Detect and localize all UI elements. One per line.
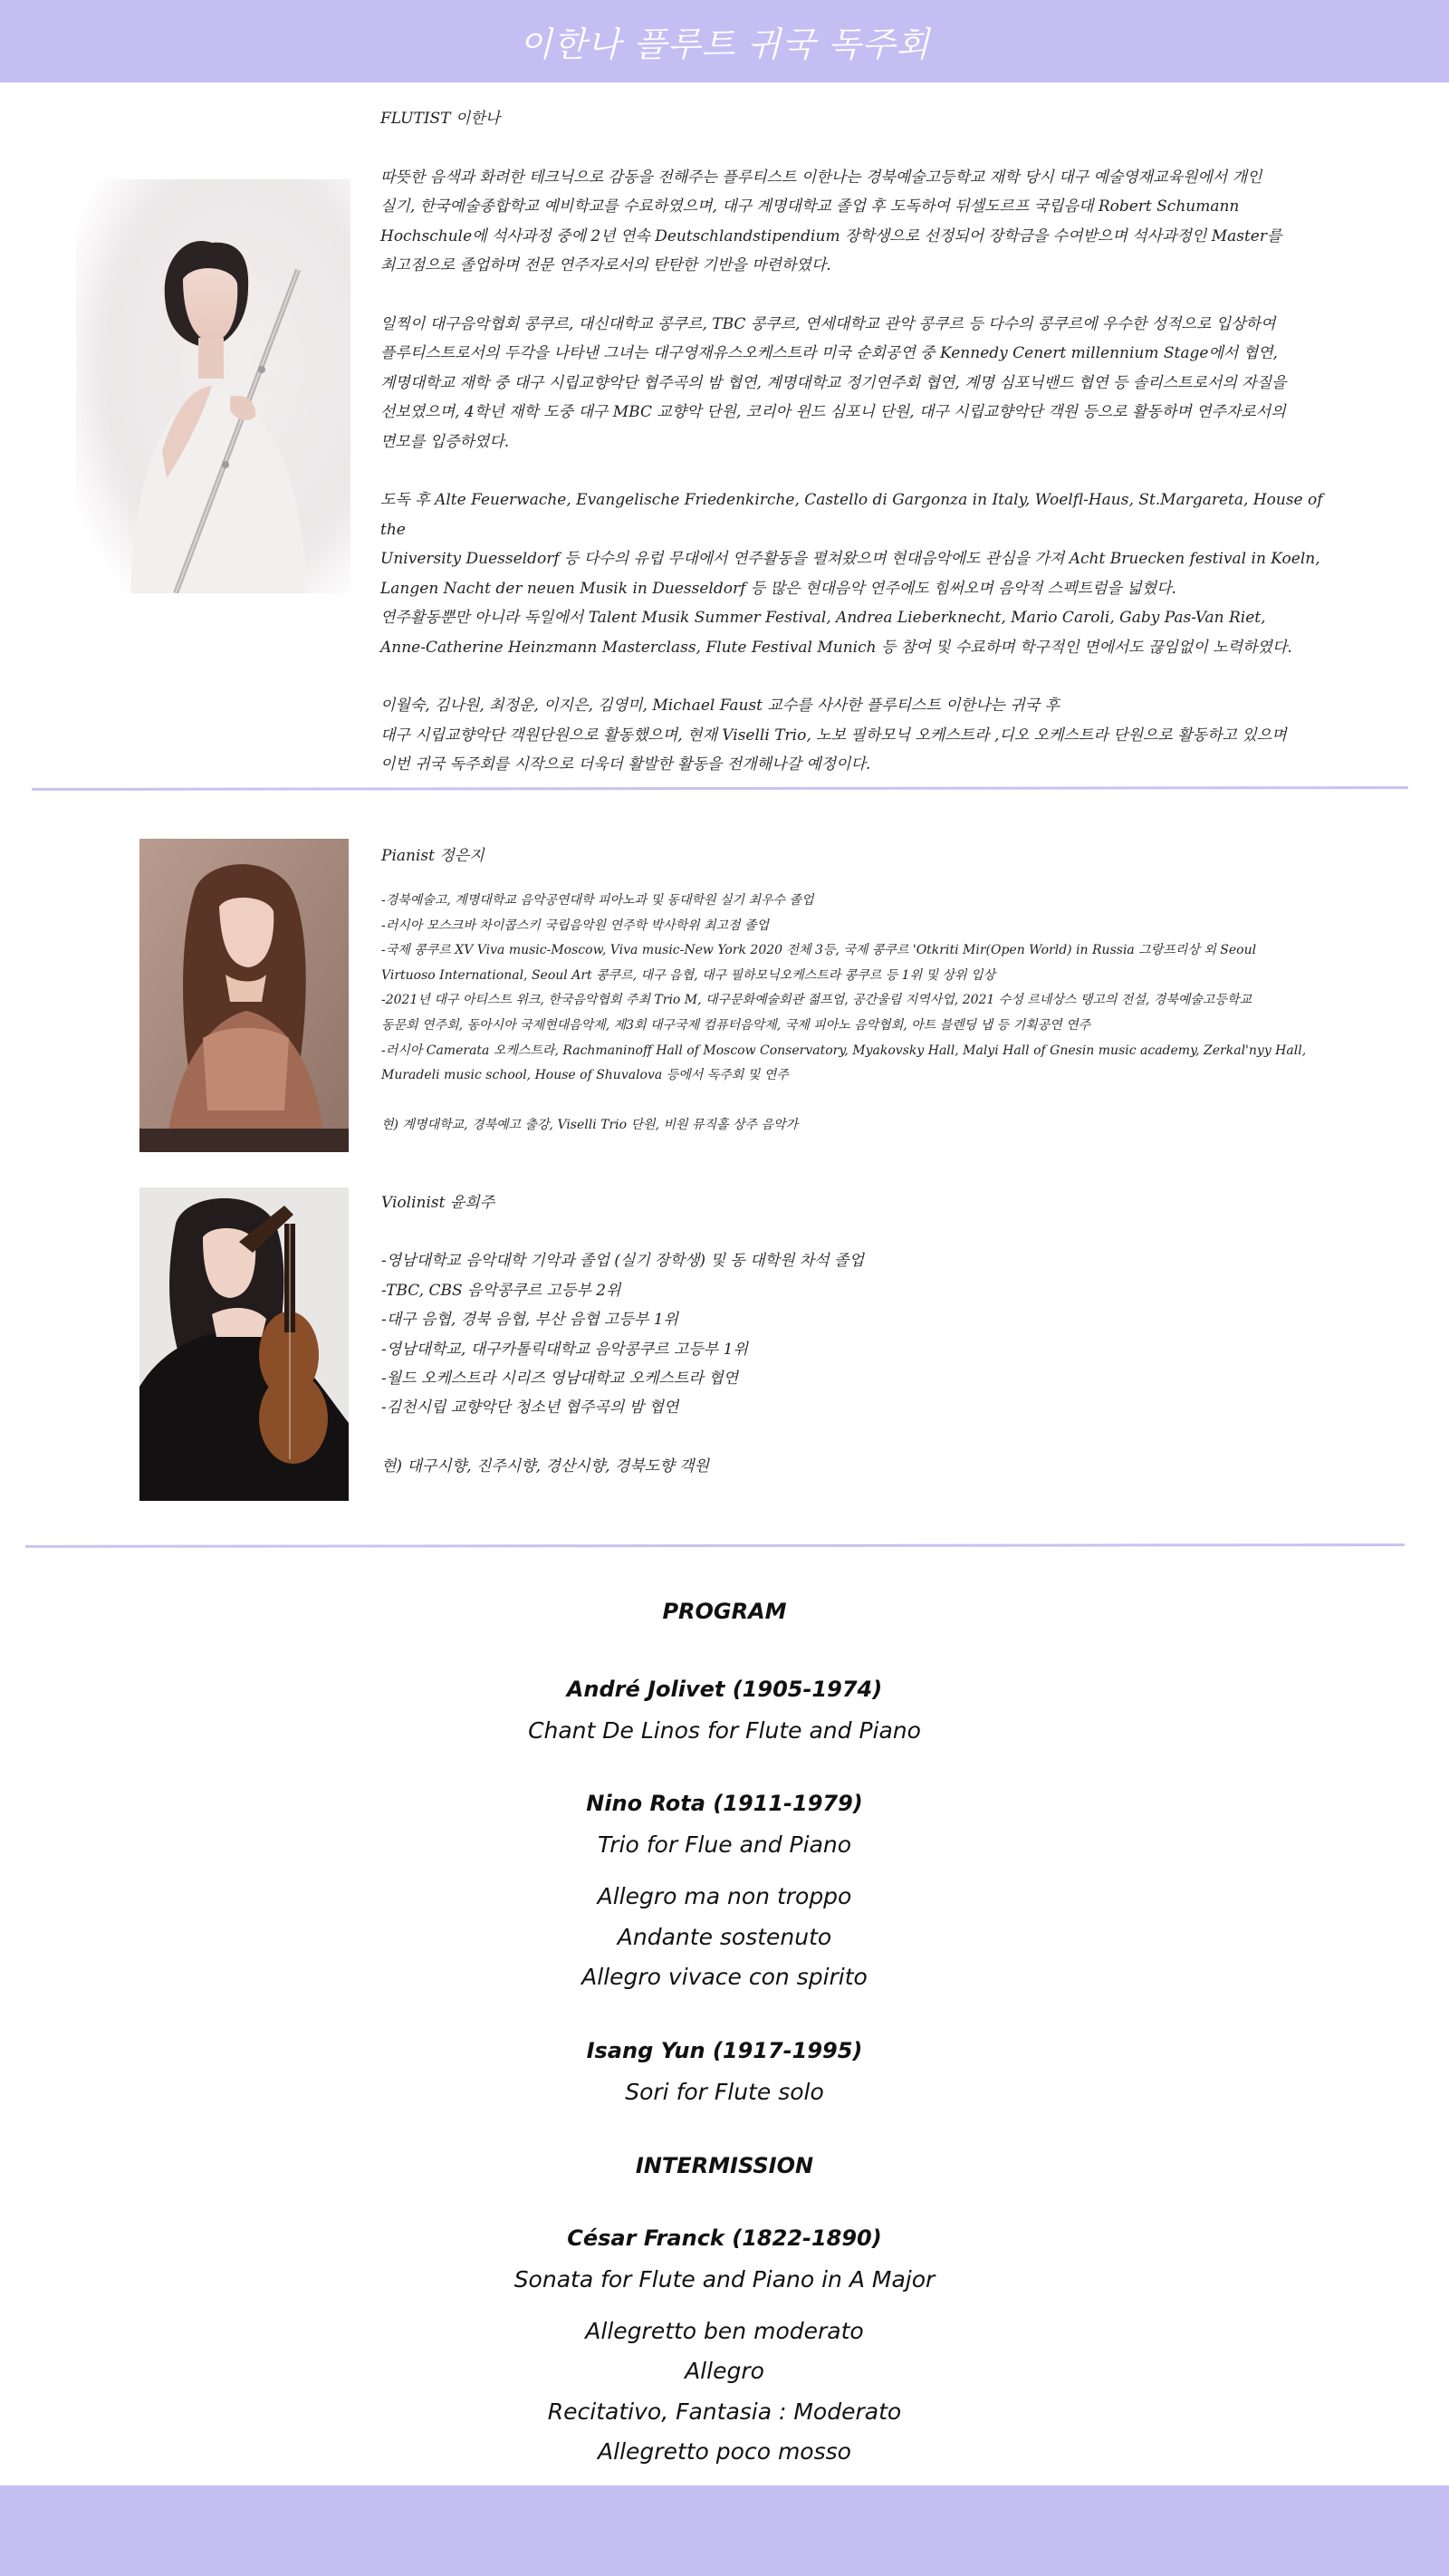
- bio-line: -러시아 모스크바 차이콥스키 국립음악원 연주학 박사학위 최고점 졸업: [381, 918, 770, 933]
- bio-line: -대구 음협, 경북 음협, 부산 음협 고등부 1위: [381, 1311, 678, 1330]
- bio-line: 플루티스트로서의 두각을 나타낸 그녀는 대구영재유스오케스트라 미국 순회공연 중 Kennedy Cenert millennium Stage에서 협연,: [380, 344, 1278, 362]
- bio-line: -경북예술고, 계명대학교 음악공연대학 피아노과 및 동대학원 실기 최우수 졸업: [381, 893, 814, 908]
- bio-line: 실기, 한국예술종합학교 예비학교를 수료하였으며, 대구 계명대학교 졸업 후 도독하여 뒤셀도르프 국립음대 Robert Schumann: [380, 197, 1240, 216]
- bio-line: Muradeli music school, House of Shuvalova 등에서 독주회 및 연주: [381, 1068, 789, 1083]
- bio-line: -월드 오케스트라 시리즈 영남대학교 오케스트라 협연: [381, 1370, 739, 1389]
- bio-line: 대구 시립교향악단 객원단원으로 활동했으며, 현재 Viselli Trio, 노보 필하모닉 오케스트라 ,디오 오케스트라 단원으로 활동하고 있으며: [380, 726, 1287, 745]
- bio-line: 최고점으로 졸업하며 전문 연주자로서의 탄탄한 기반을 마련하였다.: [380, 256, 831, 274]
- movement: Recitativo, Fantasia : Moderato: [547, 2398, 902, 2425]
- bio-line: 동문회 연주회, 동아시아 국제현대음악제, 제3회 대구국제 컴퓨터음악제, 국제 피아노 음악협회, 아트 블렌딩 냅 등 기획공연 연주: [381, 1017, 1091, 1033]
- flutist-paragraph: [380, 485, 1340, 662]
- work-title: Trio for Flue and Piano: [597, 1831, 852, 1858]
- bio-line: -러시아 Camerata 오케스트라, Rachmaninoff Hall of Moscow Conservatory, Myakovsky Hall, Malyi Hall of Gnesin music academy, Zerkal'nyy Hall,: [381, 1043, 1307, 1058]
- flutist-name: FLUTIST 이한나: [380, 110, 501, 128]
- bio-line: -국제 콩쿠르 XV Viva music-Moscow, Viva music-New York 2020 전체 3등, 국제 콩쿠르 'Otkriti Mir(Open World) in Russia 그랑프리상 외 Seoul: [381, 943, 1257, 958]
- movement: Allegro: [685, 2358, 764, 2384]
- composer-name: André Jolivet (1905-1974): [566, 1677, 883, 1702]
- bio-line: -영남대학교, 대구카톨릭대학교 음악콩쿠르 고등부 1위: [381, 1340, 748, 1359]
- bio-line: Hochschule에 석사과정 중에 2년 연속 Deutschlandstipendium 장학생으로 선정되어 장학금을 수여받으며 석사과정인 Master를: [380, 226, 1282, 245]
- bio-line: 도독 후 Alte Feuerwache, Evangelische Friedenkirche, Castello di Gargonza in Italy, Woelfl-Haus, St.Margareta, House of the: [380, 491, 1323, 539]
- bio-line: 면모를 입증하였다.: [380, 432, 510, 451]
- bio-line: 이월숙, 김나원, 최정운, 이지은, 김영미, Michael Faust 교수를 사사한 플루티스트 이한나는 귀국 후: [380, 697, 1060, 715]
- program-heading: PROGRAM: [662, 1599, 787, 1624]
- pianist-current-position: 현) 계명대학교, 경북예고 출강, Viselli Trio 단원, 비원 뮤직홀 상주 음악가: [381, 1117, 799, 1132]
- bio-line: 이번 귀국 독주회를 시작으로 더욱더 활발한 활동을 전개해나갈 예정이다.: [380, 755, 871, 774]
- flutist-paragraph: [380, 310, 1340, 457]
- section-divider: [32, 786, 1408, 791]
- flutist-paragraph: [380, 163, 1340, 281]
- violinist-current-position: 현) 대구시향, 진주시향, 경산시향, 경북도향 객원: [381, 1456, 709, 1475]
- violinist-bio: [381, 1188, 1341, 1481]
- pianist-photo: [139, 839, 349, 1152]
- top-banner: [0, 0, 1449, 82]
- bio-line: University Duesseldorf 등 다수의 유럽 무대에서 연주활동을 펼쳐왔으며 현대음악에도 관심을 가져 Acht Bruecken festival in Koeln,: [380, 550, 1320, 568]
- movement: Andante sostenuto: [617, 1923, 832, 1950]
- composer-name: Nino Rota (1911-1979): [586, 1791, 863, 1816]
- pianist-name: Pianist 정은지: [381, 847, 485, 865]
- work-title: Sonata for Flute and Piano in A Major: [513, 2265, 936, 2292]
- violinist-photo: [139, 1187, 349, 1501]
- bio-line: Virtuoso International, Seoul Art 콩쿠르, 대구 음협, 대구 필하모닉오케스트라 콩쿠르 등 1위 및 상위 입상: [381, 967, 996, 983]
- work-title: Chant De Linos for Flute and Piano: [528, 1717, 921, 1744]
- bottom-banner: [0, 2485, 1449, 2576]
- movement: Allegretto poco mosso: [598, 2438, 851, 2465]
- composer-name: César Franck (1822-1890): [567, 2225, 882, 2251]
- bio-line: Anne-Catherine Heinzmann Masterclass, Flute Festival Munich 등 참여 및 수료하며 학구적인 면에서도 끊임없이 노력하였다.: [380, 638, 1292, 657]
- bio-line: -TBC, CBS 음악콩쿠르 고등부 2위: [381, 1281, 621, 1300]
- bio-line: 일찍이 대구음악협회 콩쿠르, 대신대학교 콩쿠르, TBC 콩쿠르, 연세대학교 관악 콩쿠르 등 다수의 콩쿠르에 우수한 성적으로 입상하여: [380, 314, 1276, 333]
- program-section: [0, 1590, 1449, 2473]
- composer-name: Isang Yun (1917-1995): [586, 2037, 863, 2063]
- flutist-paragraph: [380, 691, 1340, 780]
- page-title: 이한나 플루트 귀국 독주회: [518, 24, 931, 64]
- bio-line: 선보였으며, 4학년 재학 도중 대구 MBC 교향악 단원, 코리아 윈드 심포니 단원, 대구 시립교향악단 객원 등으로 활동하며 연주자로서의: [380, 403, 1286, 421]
- flutist-bio: [380, 104, 1340, 780]
- bio-line: -영남대학교 음악대학 기악과 졸업 (실기 장학생) 및 동 대학원 차석 졸업: [381, 1252, 864, 1271]
- intermission-heading: INTERMISSION: [635, 2152, 814, 2178]
- bio-line: -김천시립 교향악단 청소년 협주곡의 밤 협연: [381, 1399, 679, 1418]
- work-title: Sori for Flute solo: [625, 2078, 824, 2105]
- bio-line: -2021년 대구 아티스트 위크, 한국음악협회 주최 Trio M, 대구문화예술회관 젊프엄, 공간울림 지역사업, 2021 수성 르네상스 탱고의 전설, 경북예술고등학교: [381, 993, 1252, 1008]
- movement: Allegro vivace con spirito: [581, 1964, 868, 1990]
- movement: Allegretto ben moderato: [585, 2317, 864, 2344]
- bio-line: Langen Nacht der neuen Musik in Duesseldorf 등 많은 현대음악 연주에도 힘써오며 음악적 스펙트럼을 넓혔다.: [380, 579, 1176, 598]
- bio-line: 연주활동뿐만 아니라 독일에서 Talent Musik Summer Festival, Andrea Lieberknecht, Mario Caroli, Gaby Pas-Van Riet,: [380, 609, 1266, 627]
- movement: Allegro ma non troppo: [597, 1883, 852, 1909]
- bio-line: 따뜻한 음색과 화려한 테크닉으로 감동을 전해주는 플루티스트 이한나는 경북예술고등학교 재학 당시 대구 예술영재교육원에서 개인: [380, 168, 1262, 187]
- flutist-photo: [76, 179, 350, 593]
- pianist-bio: [381, 841, 1341, 1138]
- violinist-name: Violinist 윤희주: [381, 1194, 495, 1212]
- bio-line: 계명대학교 재학 중 대구 시립교향악단 협주곡의 밤 협연, 계명대학교 정기연주회 협연, 계명 심포닉밴드 협연 등 솔리스트로서의 자질을: [380, 373, 1287, 392]
- section-divider: [25, 1543, 1405, 1548]
